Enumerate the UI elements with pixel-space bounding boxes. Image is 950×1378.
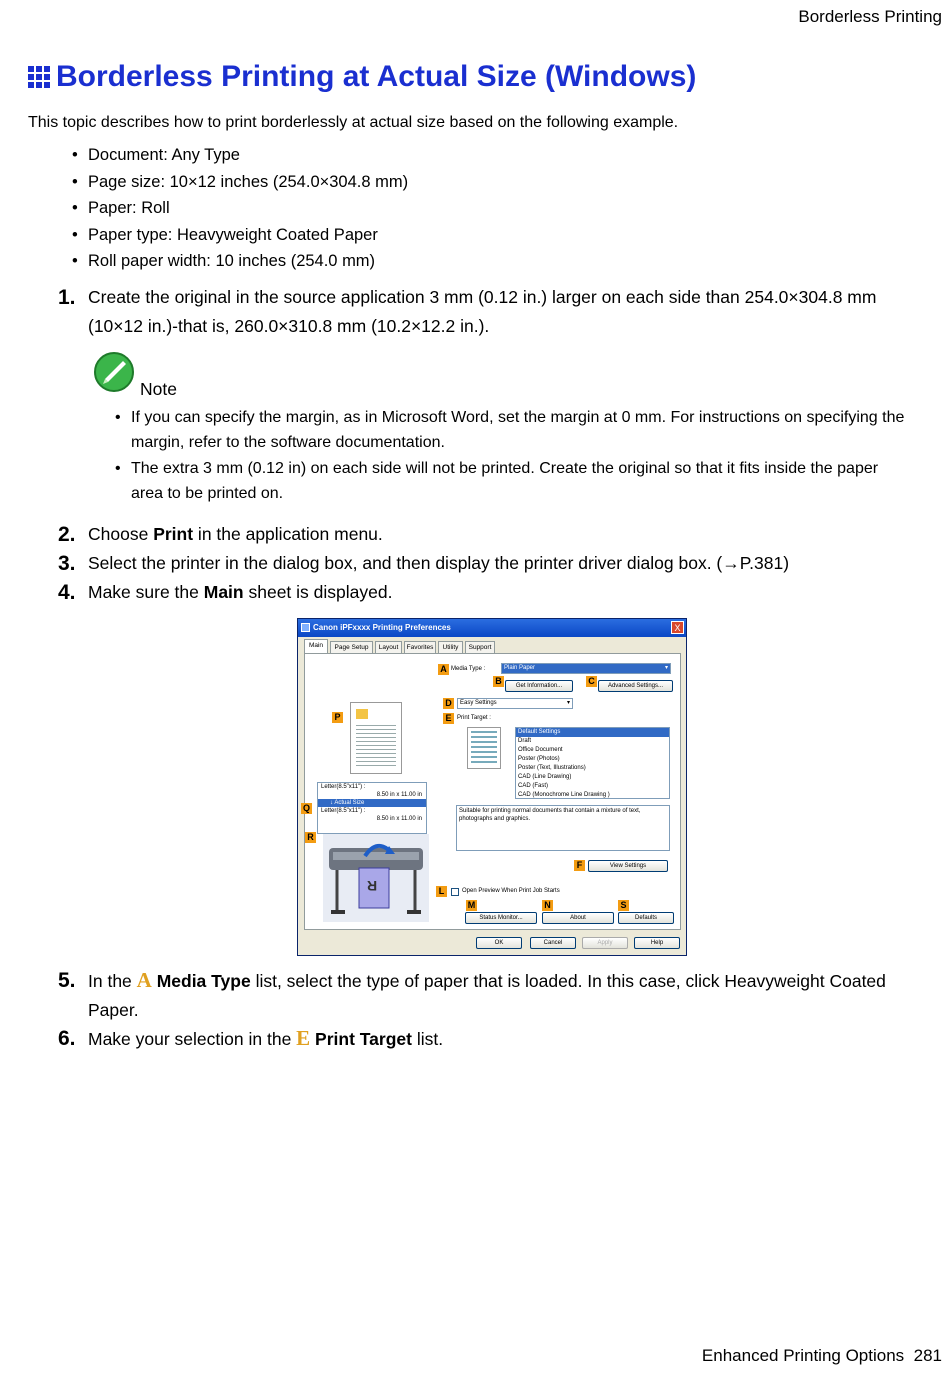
- easy-settings-select[interactable]: [457, 698, 573, 709]
- list-item[interactable]: Office Document: [518, 747, 563, 753]
- tab-utility[interactable]: Utility: [438, 641, 463, 653]
- list-item[interactable]: Draft: [518, 738, 532, 744]
- easy-settings-value: Easy Settings: [460, 700, 497, 706]
- field-keyword: Print Target: [310, 1029, 412, 1049]
- advanced-settings-button[interactable]: Advanced Settings...: [598, 680, 673, 692]
- label-a: A: [438, 664, 449, 675]
- label-c: C: [586, 676, 597, 687]
- step-1: [58, 283, 918, 341]
- note-label: Note: [140, 379, 177, 399]
- step-4: [58, 578, 918, 607]
- apply-button[interactable]: Apply: [582, 937, 628, 949]
- field-keyword: Media Type: [151, 971, 251, 991]
- step-text: Make sure the: [88, 582, 204, 602]
- tab-page-setup[interactable]: Page Setup: [330, 641, 373, 653]
- step-5: [58, 966, 918, 1025]
- intro-paragraph: This topic describes how to print borderlessly at actual size based on the following example.: [28, 114, 679, 131]
- media-type-value: Plain Paper: [504, 665, 536, 671]
- footer-section: Enhanced Printing Options: [701, 1346, 905, 1365]
- step-text: list.: [411, 1029, 444, 1049]
- open-preview-checkbox[interactable]: [451, 888, 459, 896]
- callout-letter: E: [296, 1026, 311, 1050]
- list-item[interactable]: Default Settings: [516, 728, 669, 737]
- step-number: 3.: [58, 552, 76, 575]
- list-item: • The extra 3 mm (0.12 in) on each side will not be printed. Create the original so that it fits inside the paper area to be printed on.: [131, 456, 911, 506]
- list-item: • Page size: 10×12 inches (254.0×304.8 mm): [88, 171, 408, 198]
- close-button[interactable]: X: [671, 621, 684, 634]
- step-3: [58, 549, 918, 578]
- printer-illustration: [323, 834, 429, 922]
- label-b: B: [493, 676, 504, 687]
- step-number: 2.: [58, 523, 76, 546]
- note-check-icon: [93, 351, 135, 393]
- print-target-list[interactable]: [515, 727, 670, 799]
- label-m: M: [467, 900, 476, 910]
- label-q: Q: [302, 803, 310, 813]
- chevron-down-icon: ▾: [664, 665, 668, 671]
- list-item[interactable]: Poster (Photos): [518, 756, 560, 762]
- label-r: R: [305, 832, 316, 843]
- open-preview-label: Open Preview When Print Job Starts: [462, 888, 560, 894]
- label-e: E: [443, 713, 454, 724]
- list-item[interactable]: CAD (Fast): [518, 783, 548, 789]
- tab-support[interactable]: Support: [465, 641, 495, 653]
- step-text: Make your selection in the: [88, 1029, 297, 1049]
- grid-bullet-icon: [28, 66, 50, 88]
- defaults-button[interactable]: Defaults: [618, 912, 674, 924]
- main-sheet-panel: [304, 653, 681, 930]
- list-item: • Paper type: Heavyweight Coated Paper: [88, 224, 408, 251]
- list-item: • Document: Any Type: [88, 144, 408, 171]
- actual-size-label: Actual Size: [334, 800, 365, 806]
- tab-layout[interactable]: Layout: [375, 641, 402, 653]
- page-preview: [350, 702, 402, 774]
- note-list: [131, 405, 911, 507]
- step-text: Choose: [88, 524, 154, 544]
- tab-main[interactable]: Main: [304, 639, 328, 653]
- page-number: 281: [913, 1346, 942, 1365]
- step-text: Create the original in the source application 3 mm (0.12 in.) larger on each side than 254.0×304.8 mm (10×12 in.)-that is, 260.0×310.8 mm (10.2×12.2 in.).: [88, 287, 877, 336]
- list-item: • If you can specify the margin, as in Microsoft Word, set the margin at 0 mm. For instructions on specifying the margin, refer to the software documentation.: [131, 405, 911, 455]
- step-6: [58, 1024, 918, 1054]
- step-2: [58, 520, 918, 549]
- step-text: In the: [88, 971, 137, 991]
- step-number: 4.: [58, 581, 76, 604]
- media-type-select[interactable]: [501, 663, 671, 674]
- size-line: 8.50 in x 11.00 in: [376, 816, 422, 822]
- step-text: in the application menu.: [193, 524, 383, 544]
- page-title: [28, 60, 696, 94]
- about-button[interactable]: About: [542, 912, 614, 924]
- label-f: F: [574, 860, 585, 871]
- help-button[interactable]: Help: [634, 937, 680, 949]
- step-text: sheet is displayed.: [243, 582, 393, 602]
- get-information-button[interactable]: Get Information...: [505, 680, 573, 692]
- callout-letter: A: [136, 968, 152, 992]
- sheet-keyword: Main: [203, 582, 244, 602]
- step-number: 1.: [58, 286, 76, 309]
- size-line: 8.50 in x 11.00 in: [376, 792, 422, 798]
- label-p: P: [332, 712, 343, 723]
- down-arrow-icon: ↓: [330, 800, 335, 806]
- menu-keyword: Print: [153, 524, 194, 544]
- size-line: Letter(8.5"x11") :: [321, 784, 366, 790]
- target-description: Suitable for printing normal documents that contain a mixture of text, photographs and graphics.: [456, 805, 670, 851]
- printer-app-icon: [301, 623, 310, 632]
- example-list: [88, 144, 408, 277]
- print-target-label: Print Target :: [457, 715, 491, 721]
- view-settings-button[interactable]: View Settings: [588, 860, 668, 872]
- tab-favorites[interactable]: Favorites: [404, 641, 436, 653]
- target-preview: [467, 727, 501, 769]
- running-header: Borderless Printing: [798, 7, 942, 26]
- label-d: D: [443, 698, 454, 709]
- chevron-down-icon: ▾: [566, 700, 570, 706]
- preview-image-icon: [356, 709, 368, 719]
- step-text: Select the printer in the dialog box, and then display the printer driver dialog box. (→P.381): [88, 553, 790, 573]
- sheet-letter: R: [367, 878, 378, 894]
- printing-preferences-dialog: [297, 618, 687, 956]
- status-monitor-button[interactable]: Status Monitor...: [465, 912, 537, 924]
- size-info-box: [317, 782, 427, 834]
- list-item: • Roll paper width: 10 inches (254.0 mm): [88, 250, 408, 277]
- list-item: • Paper: Roll: [88, 197, 408, 224]
- media-type-label: Media Type :: [451, 666, 486, 672]
- list-item[interactable]: CAD (Monochrome Line Drawing ): [518, 792, 610, 798]
- page-title-text: Borderless Printing at Actual Size (Windows): [56, 60, 697, 93]
- list-item[interactable]: Poster (Text, Illustrations): [518, 765, 586, 771]
- dialog-title: Canon iPFxxxx Printing Preferences: [298, 619, 686, 637]
- actual-size-row: [318, 799, 426, 807]
- step-number: 6.: [58, 1027, 76, 1050]
- label-n: N: [542, 900, 553, 911]
- step-number: 5.: [58, 969, 76, 992]
- size-line: Letter(8.5"x11") :: [321, 808, 366, 814]
- label-l: L: [436, 886, 447, 897]
- list-item[interactable]: CAD (Line Drawing): [518, 774, 572, 780]
- ok-button[interactable]: OK: [476, 937, 522, 949]
- step-text: list, select the type of paper that is loaded. In this case, click Heavyweight Coated Paper.: [88, 971, 886, 1020]
- cancel-button[interactable]: Cancel: [530, 937, 576, 949]
- label-s: S: [618, 900, 629, 911]
- running-footer: [702, 1346, 942, 1366]
